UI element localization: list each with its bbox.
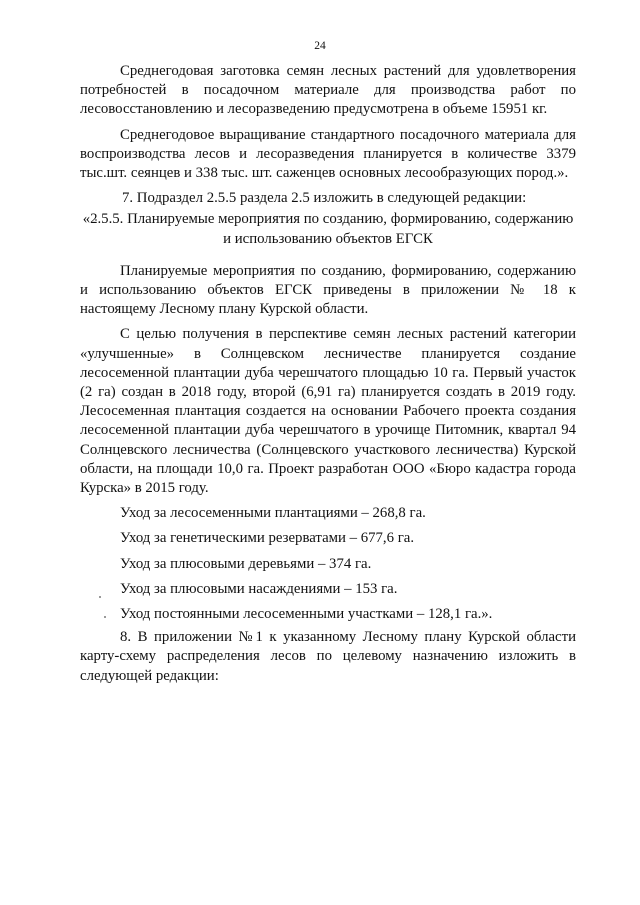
care-item: Уход за генетическими резерватами – 677,6 га. [120, 530, 415, 547]
care-item: Уход за плюсовыми деревьями – 374 га. [120, 555, 372, 572]
amendment-item-8: 8. В приложении №1 к указанному Лесному плану Курской области карту-схему распределения лесов по целевому назначению изложить в следующей редакции: [80, 629, 576, 684]
amendment-item-7: 7. Подраздел 2.5.5 раздела 2.5 изложить в следующей редакции: [122, 190, 527, 207]
paragraph-seed-plantation: С целью получения в перспективе семян лесных растений категории «улучшенные» в Солнцевском лесничестве планируется создание лесосеменной плантации дуба черешчатого площадью 10 га. Первый участок (2 га) создан в 2018 году, второй (6,91 га) планируется создать в 2019 году. Лесосеменная плантация создается на основании Рабочего проекта создания лесосеменной плантации дуба черешчатого в урочище Питомник, квартал 94 Солнцевского лесничества (Солнцевского участкового лесничества) Курской области, на площади 10,0 га. Проект разработан ООО «Бюро кадастра города Курска» в 2015 году. [80, 326, 576, 497]
paragraph-seedling-growing: Среднегодовое выращивание стандартного посадочного материала для воспроизводства лесов и лесоразведения планируется в количестве 3379 тыс.шт. сеянцев и 338 тыс. шт. саженцев основных лесообразующих пород.». [80, 126, 576, 182]
page-number: 24 [314, 40, 326, 52]
paragraph-planned-measures: Планируемые мероприятия по созданию, формированию, содержанию и использованию объектов ЕГСК приведены в приложении № 18 к настоящему Лесному плану Курской области. [80, 262, 576, 318]
paragraph-seed-harvest: Среднегодовая заготовка семян лесных растений для удовлетворения потребностей в посадочном материале для производства работ по лесовосстановлению и лесоразведению предусмотрена в объеме 15951 кг. [80, 63, 576, 118]
section-heading-2-5-5: «2.5.5. Планируемые мероприятия по созданию, формированию, содержанию и использованию объектов ЕГСК [82, 211, 574, 247]
care-item: Уход за плюсовыми насаждениями – 153 га. [120, 580, 398, 597]
care-item: Уход за лесосеменными плантациями – 268,8 га. [120, 505, 426, 522]
document-body [80, 62, 576, 692]
care-item: Уход постоянными лесосеменными участками – 128,1 га.». [120, 606, 493, 623]
